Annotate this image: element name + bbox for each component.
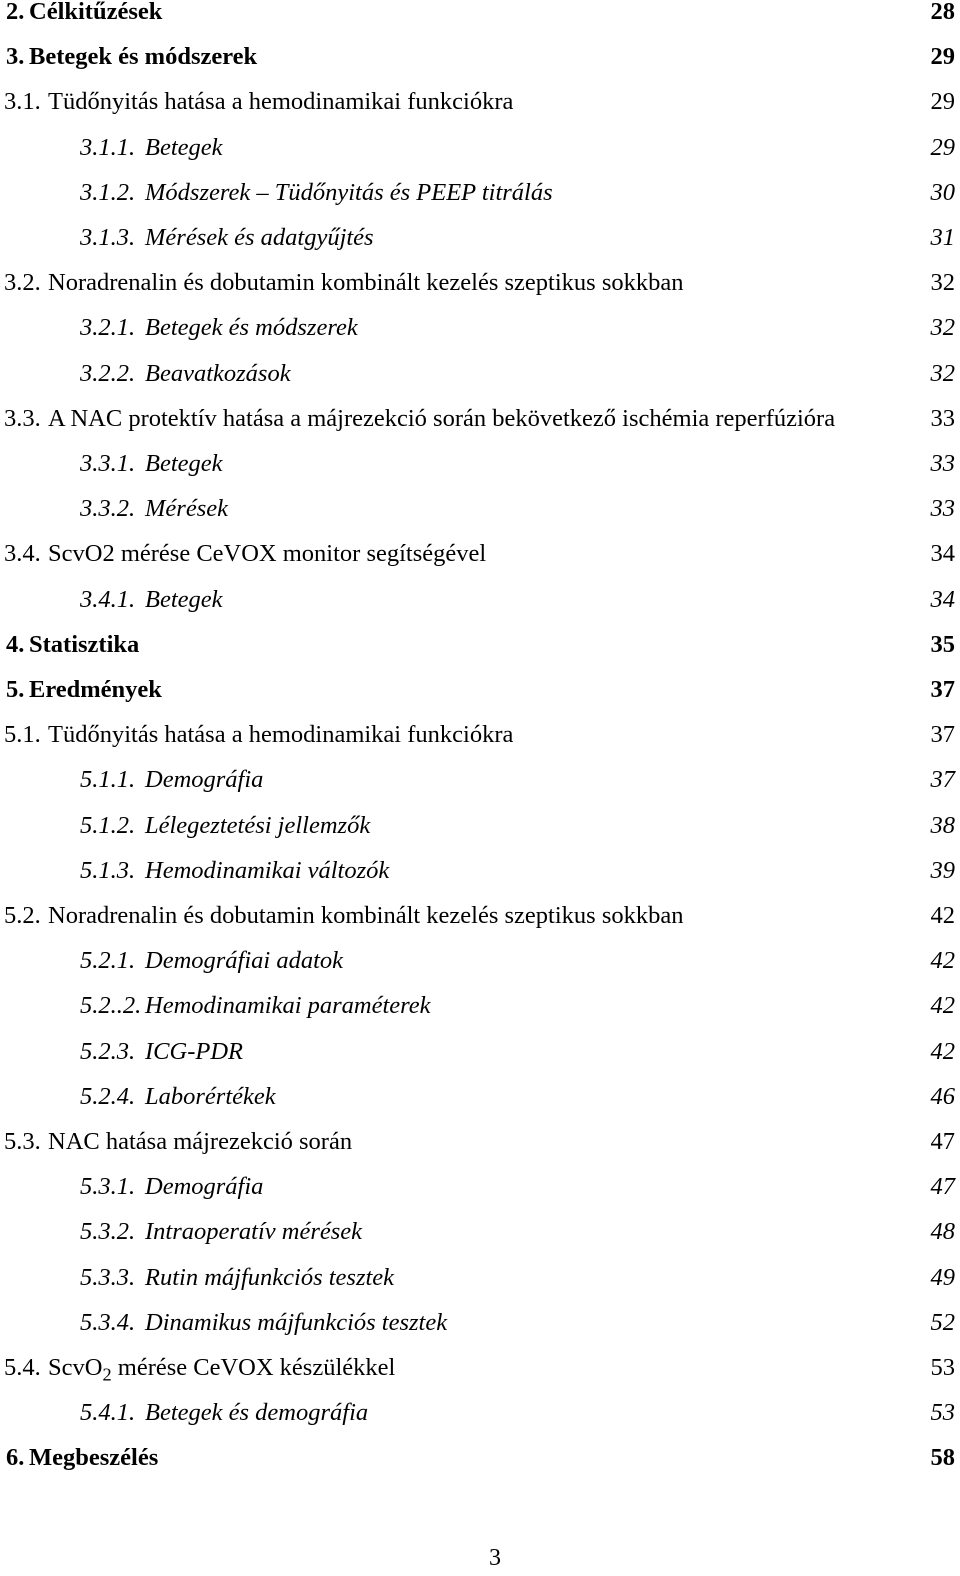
toc-entry-page: 47 xyxy=(930,1128,955,1155)
toc-entry[interactable] xyxy=(0,1214,960,1250)
toc-entry-page: 33 xyxy=(930,404,955,432)
toc-entry-number: 5.2.1. xyxy=(80,947,136,975)
toc-entry-title: Eredmények xyxy=(29,676,162,703)
toc-entry[interactable] xyxy=(0,1440,960,1476)
toc-entry-page: 53 xyxy=(930,1354,955,1381)
toc-entry-page: 53 xyxy=(930,1399,955,1427)
toc-entry-page: 37 xyxy=(930,676,955,703)
toc-entry-number: 5.1.2. xyxy=(80,811,136,839)
toc-entry-number: 5.3.4. xyxy=(80,1308,136,1336)
toc-entry-page: 35 xyxy=(930,630,955,658)
toc-entry-title: Laborértékek xyxy=(145,1082,276,1110)
toc-entry-number: 3.1.1. xyxy=(80,133,136,161)
toc-entry-number: 3.1.2. xyxy=(80,178,136,206)
toc-entry-number: 3.4.1. xyxy=(80,585,136,613)
toc-entry-title: Betegek és módszerek xyxy=(29,43,258,71)
toc-entry-page: 32 xyxy=(930,314,955,342)
toc-entry-page: 42 xyxy=(930,1037,955,1065)
toc-entry-page: 58 xyxy=(930,1444,955,1472)
toc-entry-number: 5.1. xyxy=(4,721,41,749)
toc-entry[interactable] xyxy=(0,175,960,211)
toc-entry[interactable] xyxy=(0,853,960,889)
toc-entry-title: ICG-PDR xyxy=(145,1037,243,1065)
toc-entry[interactable] xyxy=(0,898,960,934)
toc-entry-page: 49 xyxy=(930,1263,955,1291)
toc-entry-number: 5.1.1. xyxy=(80,766,136,794)
toc-entry[interactable] xyxy=(0,310,960,346)
toc-entry[interactable] xyxy=(0,717,960,753)
toc-entry-page: 47 xyxy=(930,1173,955,1201)
toc-entry-number: 5.3. xyxy=(4,1128,41,1155)
toc-entry-number: 5.2.3. xyxy=(80,1037,136,1065)
toc-entry-title: Megbeszélés xyxy=(29,1444,159,1472)
toc-entry-title: Mérések xyxy=(145,495,228,523)
toc-entry-title: Hemodinamikai változók xyxy=(145,856,390,884)
toc-entry-number: 5.3.3. xyxy=(80,1263,136,1291)
toc-entry[interactable] xyxy=(0,1395,960,1431)
toc-entry-number: 5.2. xyxy=(4,902,41,929)
toc-entry-number: 5.3.2. xyxy=(80,1218,136,1246)
toc-entry-title: Tüdőnyitás hatása a hemodinamikai funkciókra xyxy=(48,721,514,749)
toc-entry-page: 34 xyxy=(930,585,955,613)
toc-entry-page: 48 xyxy=(930,1218,955,1246)
toc-entry-title: Beavatkozások xyxy=(145,359,291,387)
toc-entry[interactable] xyxy=(0,1079,960,1115)
toc-entry-page: 28 xyxy=(930,0,955,25)
toc-entry-title: Dinamikus májfunkciós tesztek xyxy=(145,1308,448,1336)
toc-entry-title-subscript: 2 xyxy=(102,1364,112,1385)
toc-entry[interactable] xyxy=(0,265,960,301)
toc-entry-number: 3.4. xyxy=(4,540,41,568)
toc-entry-page: 29 xyxy=(930,133,955,161)
toc-entry-number: 3.3.1. xyxy=(80,450,136,477)
toc-entry-title-part: mérése CeVOX készülékkel xyxy=(111,1354,396,1381)
toc-entry[interactable] xyxy=(0,84,960,120)
toc-entry-title: Betegek xyxy=(145,585,223,613)
toc-entry-number: 5.1.3. xyxy=(80,856,136,884)
toc-entry-number: 3.2.2. xyxy=(80,359,136,387)
toc-entry[interactable] xyxy=(0,130,960,166)
toc-entry-number: 4. xyxy=(6,630,25,658)
toc-entry[interactable] xyxy=(0,39,960,75)
toc-entry[interactable] xyxy=(0,672,960,708)
toc-entry[interactable] xyxy=(0,356,960,392)
toc-entry-title: Noradrenalin és dobutamin kombinált kezelés szeptikus sokkban xyxy=(48,902,684,929)
toc-entry-title-part: ScvO xyxy=(48,1354,103,1381)
toc-entry[interactable] xyxy=(0,1169,960,1205)
toc-entry-title: Betegek xyxy=(145,133,223,161)
toc-entry[interactable] xyxy=(0,401,960,437)
toc-entry-number: 5. xyxy=(6,676,25,703)
toc-entry-page: 31 xyxy=(930,224,955,251)
toc-entry-title: NAC hatása májrezekció során xyxy=(48,1128,353,1155)
toc-entry-page: 33 xyxy=(930,450,955,477)
toc-entry[interactable] xyxy=(0,943,960,979)
toc-entry-title: Módszerek – Tüdőnyitás és PEEP titrálás xyxy=(145,178,553,206)
toc-entry-title: Hemodinamikai paraméterek xyxy=(145,992,431,1020)
toc-entry-number: 5.4.1. xyxy=(80,1399,136,1427)
toc-entry-number: 3.1. xyxy=(4,88,41,116)
toc-entry-title: ScvO2 mérése CeVOX monitor segítségével xyxy=(48,540,487,568)
toc-entry[interactable] xyxy=(0,627,960,663)
toc-entry-title: Célkitűzések xyxy=(29,0,163,25)
toc-entry-number: 3.2. xyxy=(4,269,41,297)
toc-entry[interactable] xyxy=(0,988,960,1024)
page-number: 3 xyxy=(489,1545,501,1571)
toc-entry-number: 5.3.1. xyxy=(80,1173,136,1201)
toc-entry-number: 3. xyxy=(6,43,25,71)
toc-entry-number: 3.3.2. xyxy=(80,495,136,523)
toc-entry-page: 29 xyxy=(930,88,955,116)
toc-entry-title xyxy=(48,1350,395,1386)
toc-entry-number: 3.1.3. xyxy=(80,224,136,251)
toc-entry-page: 33 xyxy=(930,495,955,523)
toc-entry-title: Demográfia xyxy=(145,1173,264,1201)
toc-entry-page: 37 xyxy=(930,721,955,749)
toc-entry[interactable] xyxy=(0,1350,960,1386)
toc-entry-number: 3.2.1. xyxy=(80,314,136,342)
toc-entry-title: A NAC protektív hatása a májrezekció során bekövetkező ischémia reperfúzióra xyxy=(48,404,836,432)
toc-entry-title: Tüdőnyitás hatása a hemodinamikai funkciókra xyxy=(48,88,514,116)
toc-entry[interactable] xyxy=(0,1034,960,1070)
toc-entry[interactable] xyxy=(0,536,960,572)
toc-entry-title: Betegek xyxy=(145,450,223,477)
toc-entry[interactable] xyxy=(0,220,960,256)
toc-entry-page: 42 xyxy=(930,947,955,975)
toc-entry-title: Intraoperatív mérések xyxy=(145,1218,363,1246)
toc-entry-title: Betegek és módszerek xyxy=(145,314,358,342)
toc-entry-page: 32 xyxy=(930,359,955,387)
toc-entry-title: Lélegeztetési jellemzők xyxy=(145,811,371,839)
toc-entry-number: 5.2..2. xyxy=(80,992,142,1020)
toc-entry-page: 34 xyxy=(930,540,955,568)
toc-entry-page: 29 xyxy=(930,43,955,71)
toc-entry-title: Mérések és adatgyűjtés xyxy=(145,224,374,251)
toc-entry-page: 39 xyxy=(930,856,955,884)
toc-entry-page: 46 xyxy=(930,1082,955,1110)
toc-entry-page: 30 xyxy=(930,178,955,206)
toc-entry-page: 52 xyxy=(930,1308,955,1336)
toc-entry-number: 5.4. xyxy=(4,1354,41,1381)
toc-entry[interactable] xyxy=(0,446,960,482)
toc-entry-title: Statisztika xyxy=(29,630,140,658)
toc-entry-title: Rutin májfunkciós tesztek xyxy=(145,1263,395,1291)
toc-entry[interactable] xyxy=(0,491,960,527)
toc-entry[interactable] xyxy=(0,0,960,30)
toc-entry-number: 2. xyxy=(6,0,25,25)
toc-entry-page: 38 xyxy=(930,811,955,839)
toc-entry-page: 37 xyxy=(930,766,955,794)
toc-entry-page: 42 xyxy=(930,902,955,929)
toc-entry[interactable] xyxy=(0,762,960,798)
toc-entry[interactable] xyxy=(0,808,960,844)
toc-entry-title: Noradrenalin és dobutamin kombinált kezelés szeptikus sokkban xyxy=(48,269,684,297)
toc-entry-title: Betegek és demográfia xyxy=(145,1399,369,1427)
toc-entry[interactable] xyxy=(0,1260,960,1296)
toc-entry[interactable] xyxy=(0,1124,960,1160)
toc-entry-number: 5.2.4. xyxy=(80,1082,136,1110)
toc-entry-number: 6. xyxy=(6,1444,25,1472)
toc-entry[interactable] xyxy=(0,1305,960,1341)
toc-entry-page: 32 xyxy=(930,269,955,297)
toc-entry[interactable] xyxy=(0,582,960,618)
toc-entry-number: 3.3. xyxy=(4,404,41,432)
toc-entry-title: Demográfiai adatok xyxy=(145,947,344,975)
toc-entry-page: 42 xyxy=(930,992,955,1020)
toc-entry-title: Demográfia xyxy=(145,766,264,794)
